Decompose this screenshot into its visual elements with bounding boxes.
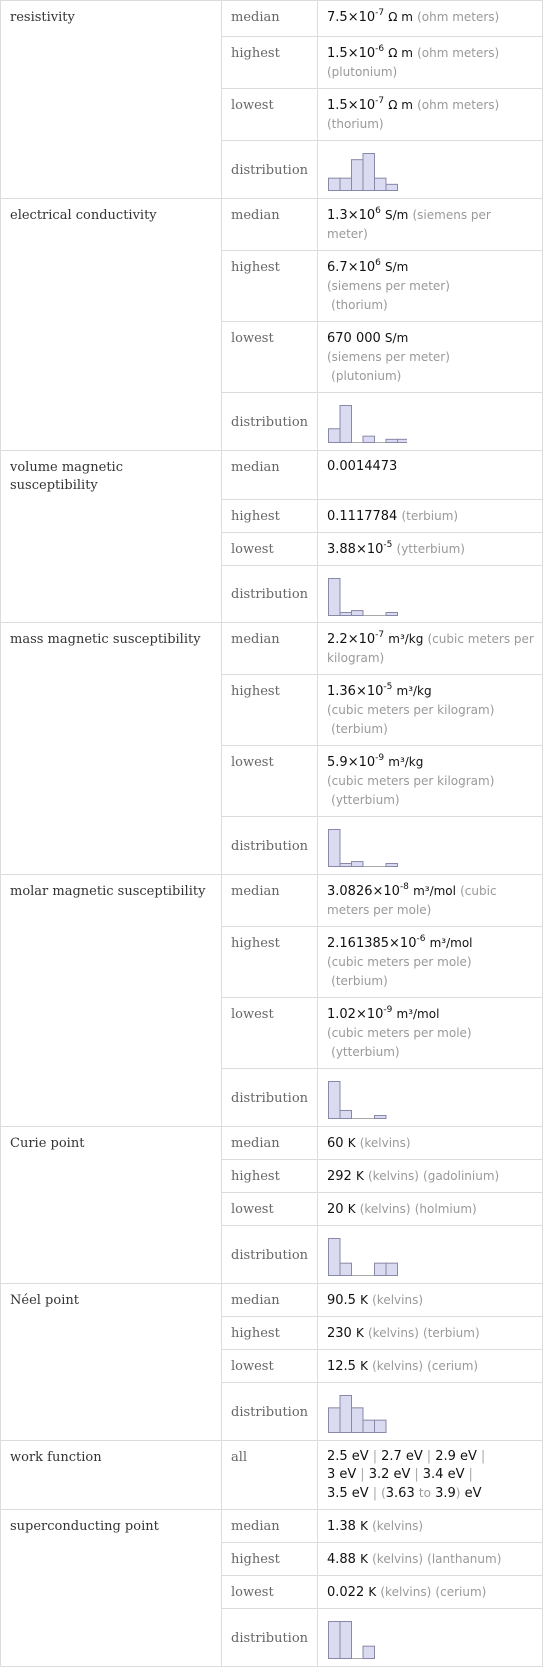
histogram-bar [340,406,352,443]
histogram-bar [329,579,341,616]
histogram-bar [329,1622,341,1659]
value-cell: $1.36\times 10^{-5}$ m³/kg (cubic meters per kilogram) (terbium) [318,675,543,746]
histogram-bar [340,1263,352,1275]
histogram-bar [340,1396,352,1433]
table-row [1,623,543,675]
histogram-bar [375,178,387,190]
sub-label: highest [222,1317,318,1350]
sub-label: median [222,1,318,37]
histogram-bar [375,1420,387,1432]
histogram-bar [340,864,352,867]
histogram-bar [386,439,398,442]
histogram-bar [386,1263,398,1275]
distribution-cell [318,1069,543,1127]
sub-label: highest [222,927,318,998]
distribution-cell [318,141,543,199]
histogram-bar [398,439,408,442]
distribution-cell [318,566,543,623]
sub-label: lowest [222,746,318,817]
value-cell: 670 000 S/m (siemens per meter) (plutonium) [318,322,543,393]
distribution-cell [318,817,543,875]
histogram-bar [352,160,364,191]
table-row [1,199,543,251]
sub-label: lowest [222,1193,318,1226]
histogram-bar [375,1263,387,1275]
property-name: superconducting point [1,1510,222,1667]
histogram-bar [363,1420,375,1432]
sub-label: lowest [222,1350,318,1383]
histogram-bar [386,613,398,616]
value-cell: 0.0014473 [318,451,543,500]
histogram-bar [340,613,352,616]
histogram-bar [352,1408,364,1433]
property-name: volume magnetic susceptibility [1,451,222,623]
sub-label: lowest [222,322,318,393]
sub-label: lowest [222,998,318,1069]
table-row [1,1441,543,1510]
value-cell: $1.5\times 10^{-6}$ Ω m (ohm meters) (plutonium) [318,37,543,89]
distribution-histogram [327,827,407,869]
table-row [1,451,543,500]
sub-label: distribution [222,1383,318,1441]
value-cell: $5.9\times 10^{-9}$ m³/kg (cubic meters per kilogram) (ytterbium) [318,746,543,817]
sub-label: median [222,623,318,675]
value-cell: 90.5 K (kelvins) [318,1284,543,1317]
sub-label: lowest [222,533,318,566]
histogram-bar [363,436,375,442]
sub-label: distribution [222,141,318,199]
histogram-bar [340,1622,352,1659]
table-row [1,875,543,927]
histogram-bar [329,1082,341,1119]
histogram-bar [352,862,364,867]
sub-label: median [222,199,318,251]
table-row [1,1,543,37]
value-cell: 230 K (kelvins) (terbium) [318,1317,543,1350]
sub-label: median [222,1284,318,1317]
distribution-histogram [327,576,407,618]
value-cell: $7.5\times 10^{-7}$ Ω m (ohm meters) [318,1,543,37]
value-cell: $3.0826\times 10^{-8}$ m³/mol (cubic meters per mole) [318,875,543,927]
value-cell: 60 K (kelvins) [318,1127,543,1160]
histogram-bar [352,611,364,616]
sub-label: highest [222,1543,318,1576]
value-cell: 0.1117784 (terbium) [318,500,543,533]
histogram-bar [329,830,341,867]
value-cell: 2.5 eV | 2.7 eV | 2.9 eV | 3 eV | 3.2 eV | 3.4 eV | 3.5 eV | (3.63 to 3.9) eV [318,1441,543,1510]
distribution-cell [318,393,543,451]
distribution-histogram [327,1236,407,1278]
value-cell: 4.88 K (kelvins) (lanthanum) [318,1543,543,1576]
value-cell: $1.02\times 10^{-9}$ m³/mol (cubic meters per mole) (ytterbium) [318,998,543,1069]
sub-label: distribution [222,566,318,623]
histogram-bar [386,864,398,867]
value-cell: 1.38 K (kelvins) [318,1510,543,1543]
value-cell: 0.022 K (kelvins) (cerium) [318,1576,543,1609]
value-cell: 20 K (kelvins) (holmium) [318,1193,543,1226]
sub-label: highest [222,251,318,322]
value-cell: 12.5 K (kelvins) (cerium) [318,1350,543,1383]
sub-label: distribution [222,393,318,451]
property-name: resistivity [1,1,222,199]
sub-label: distribution [222,1609,318,1667]
sub-label: highest [222,37,318,89]
table-row [1,1510,543,1543]
distribution-histogram [327,1393,407,1435]
sub-label: lowest [222,89,318,141]
value-cell: $3.88\times 10^{-5}$ (ytterbium) [318,533,543,566]
histogram-bar [340,1110,352,1118]
sub-label: distribution [222,1226,318,1284]
value-cell: 292 K (kelvins) (gadolinium) [318,1160,543,1193]
sub-label: all [222,1441,318,1510]
distribution-cell [318,1226,543,1284]
property-name: electrical conductivity [1,199,222,451]
histogram-bar [375,1116,387,1119]
histogram-bar [329,429,341,443]
distribution-histogram [327,403,407,445]
sub-label: median [222,875,318,927]
histogram-bar [329,1408,341,1433]
sub-label: median [222,451,318,500]
distribution-histogram [327,151,407,193]
histogram-bar [329,178,341,190]
sub-label: median [222,1510,318,1543]
value-cell: $2.161385\times 10^{-6}$ m³/mol (cubic meters per mole) (terbium) [318,927,543,998]
sub-label: lowest [222,1576,318,1609]
table-row [1,1127,543,1160]
property-name: work function [1,1441,222,1510]
histogram-bar [363,1646,375,1658]
distribution-histogram [327,1079,407,1121]
property-name: Curie point [1,1127,222,1284]
sub-label: highest [222,675,318,746]
value-cell: $1.3\times 10^6$ S/m (siemens per meter) [318,199,543,251]
distribution-histogram [327,1619,407,1661]
property-name: molar magnetic susceptibility [1,875,222,1127]
distribution-cell [318,1383,543,1441]
histogram-bar [363,154,375,191]
distribution-cell [318,1609,543,1667]
value-cell: $1.5\times 10^{-7}$ Ω m (ohm meters) (thorium) [318,89,543,141]
histogram-bar [329,1239,341,1276]
property-name: mass magnetic susceptibility [1,623,222,875]
value-cell: $2.2\times 10^{-7}$ m³/kg (cubic meters per kilogram) [318,623,543,675]
value-cell: $6.7\times 10^6$ S/m (siemens per meter) (thorium) [318,251,543,322]
sub-label: median [222,1127,318,1160]
sub-label: highest [222,1160,318,1193]
property-name: Néel point [1,1284,222,1441]
histogram-bar [340,178,352,190]
sub-label: distribution [222,817,318,875]
sub-label: distribution [222,1069,318,1127]
sub-label: highest [222,500,318,533]
table-row [1,1284,543,1317]
histogram-bar [386,184,398,190]
